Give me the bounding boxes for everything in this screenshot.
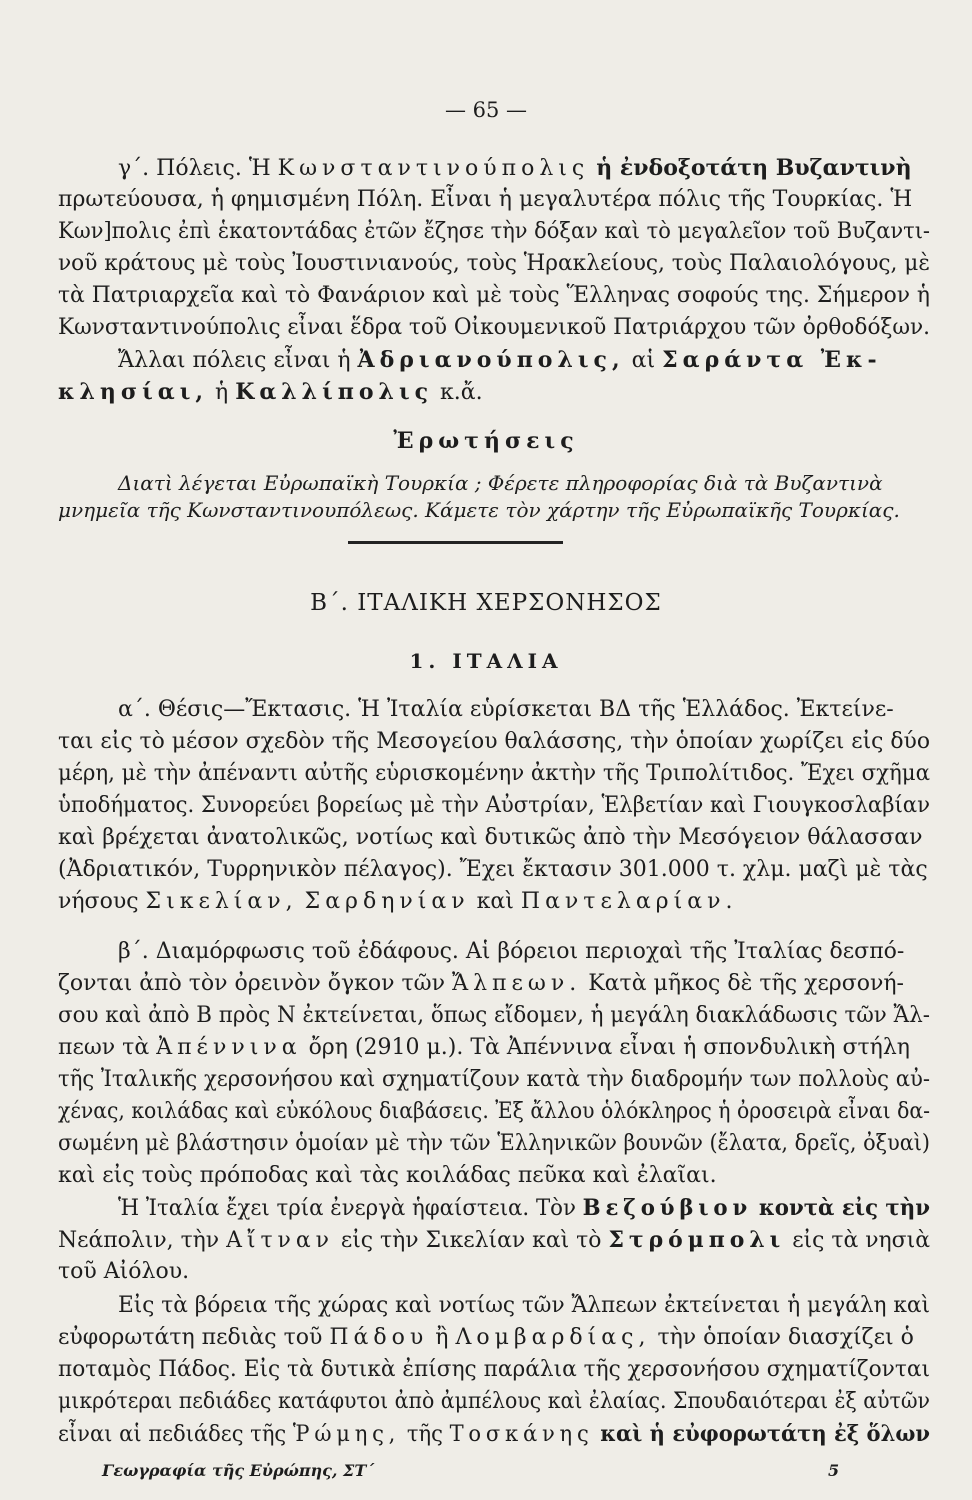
poleis-line-2: πρωτεύουσα, ἡ φημισμένη Πόλη. Εἶναι ἡ μεγαλυτέρα πόλις τῆς Τουρκίας. Ἡ [58,187,913,212]
text-run: τὴν ὁποίαν διασχίζει ὁ [657,1325,914,1350]
spaced-name: Τοσκάνης [449,1422,594,1447]
text-run: νήσους [58,889,139,914]
footer-signature: 5 [828,1461,840,1480]
spaced-name: κλησίαι, [58,379,209,405]
text-run: καὶ ἡ εὐφορωτάτη ἐξ ὅλων [600,1421,930,1447]
question-line-2: μνημεῖα τῆς Κωνσταντινουπόλεως. Κάμετε τὸν χάρτην τῆς Εὐρωπαϊκῆς Τουρκίας. [58,498,900,522]
text-run: τῆς [406,1422,443,1447]
spaced-name: Πάδου [329,1325,429,1350]
plains-line-2 [58,1325,914,1351]
question-line-1: Διατὶ λέγεται Εὐρωπαϊκὴ Τουρκία ; Φέρετε πληροφορίας διὰ τὰ Βυζαντινὰ [118,471,883,495]
volcano-line-1 [118,1195,930,1222]
thesis-line-3: μέρη, μὲ τὴν ἀπέναντι αὐτῆς εὑρισκομένην ἀκτὴν τῆς Τριπολίτιδος. Ἔχει σχῆμα [58,761,930,786]
terrain-line-7: σωμένη μὲ βλάστησιν ὁμοίαν μὲ τὴν τῶν Ἑλληνικῶν βουνῶν (ἔλατα, δρεῖς, ὀξυαὶ) [58,1131,930,1156]
poleis-line-4: νοῦ κράτους μὲ τοὺς Ἰουστινιανούς, τοὺς Ἡρακλείους, τοὺς Παλαιολόγους, μὲ [58,251,930,276]
text-run: Κατὰ μῆκος δὲ τῆς χερσονή- [588,971,904,996]
plains-line-3: ποταμὸς Πάδος. Εἰς τὰ δυτικὰ ἐπίσης παράλια τῆς χερσονήσου σχηματίζονται [58,1357,930,1382]
section-title: Β΄. ΙΤΑΛΙΚΗ ΧΕΡΣΟΝΗΣΟΣ [310,590,662,616]
text-run: ἡ ἐνδοξοτάτη Βυζαντινὴ [596,155,912,181]
plains-line-1: Εἰς τὰ βόρεια τῆς χώρας καὶ νοτίως τῶν Ἄλπεων ἐκτείνεται ἡ μεγάλη καὶ [118,1293,930,1318]
text-run: ὄρη (2910 μ.). Τὰ Ἀπέννινα εἶναι ἡ σπονδυλικὴ στήλη [308,1035,910,1060]
text-run: ἢ [435,1325,449,1350]
spaced-name: Σαρδηνίαν [304,889,470,914]
terrain-line-8: καὶ εἰς τοὺς πρόποδας καὶ τὰς κοιλάδας πεῦκα καὶ ἐλαῖαι. [58,1163,717,1188]
text-run: εἶναι αἱ πεδιάδες τῆς [58,1422,287,1447]
text-run: πεων τὰ [58,1035,150,1060]
volcano-line-2 [58,1227,930,1254]
text-run: Ἄλλαι πόλεις εἶναι ἡ [118,348,351,373]
terrain-line-6: χένας, κοιλάδας καὶ εὐκόλους διαβάσεις. Ἐξ ἄλλου ὁλόκληρος ἡ ὀροσειρὰ εἶναι δα- [58,1099,930,1124]
footer-book-title: Γεωγραφία τῆς Εὐρώπης, ΣΤ΄ [102,1461,375,1480]
thesis-line-1: α΄. Θέσις—Ἔκτασις. Ἡ Ἰταλία εὑρίσκεται ΒΔ τῆς Ἑλλάδος. Ἐκτείνε- [118,697,894,722]
plains-line-5 [58,1421,930,1448]
spaced-name: Λομβαρδίας, [455,1325,651,1350]
spaced-name: Ἀπέννινα [156,1035,302,1060]
text-run: κοντὰ εἰς τὴν [758,1195,930,1221]
thesis-line-2: ται εἰς τὸ μέσον σχεδὸν τῆς Μεσογείου θαλάσσης, τὴν ὁποίαν χωρίζει εἰς δύο [58,729,930,754]
text-run: εἰς τὰ νησιὰ [792,1228,930,1253]
terrain-line-2 [58,971,904,997]
poleis-line-3: Κων]πολις ἐπὶ ἑκατοντάδας ἐτῶν ἔζησε τὴν δόξαν καὶ τὸ μεγαλεῖον τοῦ Βυζαντι- [58,219,930,244]
thesis-line-4: ὑποδήματος. Συνορεύει βορείως μὲ τὴν Αὐστρίαν, Ἑλβετίαν καὶ Γιουγκοσλαβίαν [58,793,930,818]
section-subtitle: 1. ΙΤΑΛΙΑ [409,649,563,673]
thesis-line-7 [58,889,737,915]
volcano-line-3: τοῦ Αἰόλου. [58,1259,190,1284]
spaced-name: Στρόμπολι [608,1227,786,1253]
thesis-line-5: καὶ βρέχεται ἀνατολικῶς, νοτίως καὶ δυτικῶς ἀπὸ τὴν Μεσόγειον θάλασσαν [58,825,923,850]
spaced-name: Ἄλπεων. [451,971,582,996]
spaced-name: Ῥώμης, [292,1422,401,1447]
spaced-name: Παντελαρίαν. [520,889,738,914]
page-number: — 65 — [444,98,528,122]
spaced-name: Κωνσταντινούπολις [277,156,590,181]
spaced-name: Βεζούβιον [582,1195,753,1221]
spaced-name: Σαράντα Ἐκ- [662,347,882,373]
poleis-line-6: Κωνσταντινούπολις εἶναι ἕδρα τοῦ Οἰκουμενικοῦ Πατριάρχου τῶν ὀρθοδόξων. [58,315,930,340]
text-run: Ἡ Ἰταλία ἔχει τρία ἐνεργὰ ἡφαίστεια. Τὸν [118,1196,576,1221]
spaced-name: Σικελίαν, [145,889,298,914]
questions-heading: Ἐρωτήσεις [393,428,579,454]
plains-line-4: μικρότεραι πεδιάδες κατάφυτοι ἀπὸ ἀμπέλους καὶ ἐλαίας. Σπουδαιότεραι ἐξ αὐτῶν [58,1389,930,1414]
text-run: εἰς τὴν Σικελίαν καὶ τὸ [340,1228,602,1253]
text-run: εὐφορωτάτη πεδιὰς τοῦ [58,1325,323,1350]
poleis-line-7 [118,347,882,374]
spaced-name: Ἀδριανούπολις, [357,347,625,373]
poleis-line-5: τὰ Πατριαρχεῖα καὶ τὸ Φανάριον καὶ μὲ τοὺς Ἕλληνας σοφούς της. Σήμερον ἡ [58,283,930,308]
terrain-line-4 [58,1035,910,1061]
text-run: ζονται ἀπὸ τὸν ὀρεινὸν ὄγκον τῶν [58,971,445,996]
text-run: αἱ [631,348,656,373]
spaced-name: Αἴτναν [226,1228,334,1253]
poleis-line-8 [58,379,483,406]
text-run: ἡ [215,380,229,405]
section-divider [348,541,563,544]
text-run: γ΄. Πόλεις. Ἡ [118,156,271,181]
poleis-line-1 [118,155,912,182]
thesis-line-6: (Ἀδριατικόν, Τυρρηνικὸν πέλαγος). Ἔχει ἔκτασιν 301.000 τ. χλμ. μαζὶ μὲ τὰς [58,857,928,882]
terrain-line-3: σου καὶ ἀπὸ Β πρὸς Ν ἐκτείνεται, ὅπως εἴδομεν, ἡ μεγάλη διακλάδωσις τῶν Ἄλ- [58,1003,930,1028]
text-run: καὶ [476,889,514,914]
terrain-line-1: β΄. Διαμόρφωσις τοῦ ἐδάφους. Αἱ βόρειοι περιοχαὶ τῆς Ἰταλίας δεσπό- [118,939,905,964]
terrain-line-5: τῆς Ἰταλικῆς χερσονήσου καὶ σχηματίζουν κατὰ τὴν διαδρομήν των πολλοὺς αὐ- [58,1067,930,1092]
spaced-name: Καλλίπολις [235,379,433,405]
text-run: κ.ἄ. [440,380,483,405]
text-run: Νεάπολιν, τὴν [58,1228,220,1253]
